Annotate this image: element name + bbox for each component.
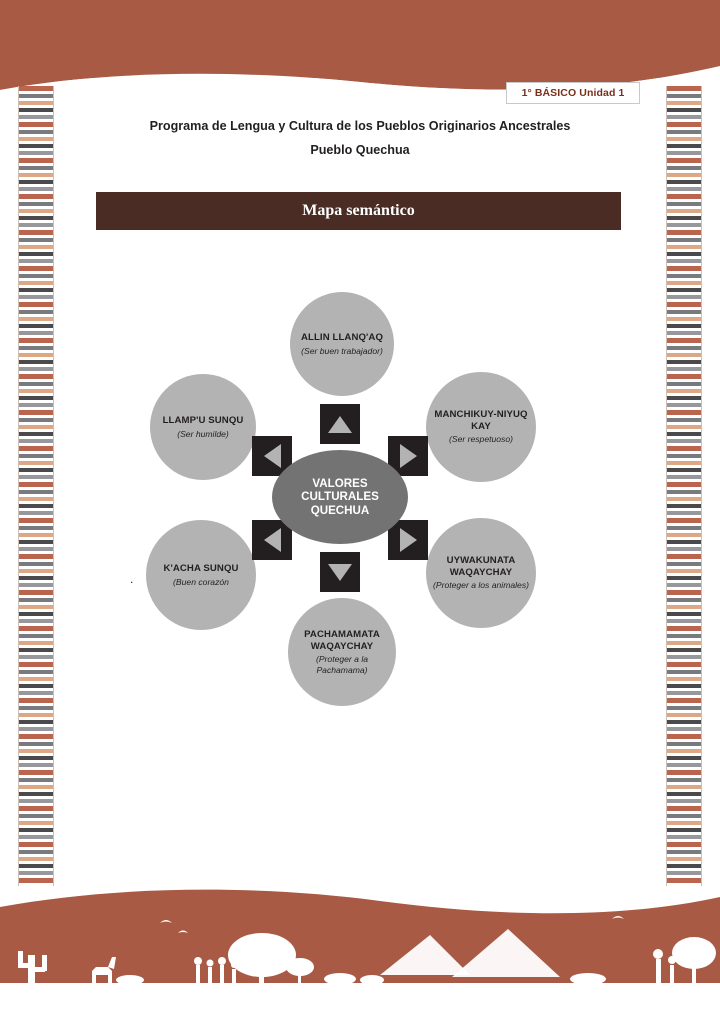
- page-header: [60, 114, 660, 162]
- node-subtitle: (Ser buen trabajador): [301, 345, 383, 356]
- node-title: K'ACHA SUNQU: [163, 563, 239, 574]
- program-title-line-2: Pueblo Quechua: [310, 143, 410, 157]
- node-title: MANCHIKUY-NIYUQ KAY: [434, 409, 528, 432]
- stray-mark: .: [130, 572, 134, 586]
- node-subtitle: (Buen corazón: [173, 576, 229, 587]
- triangle-right-icon: [400, 528, 417, 552]
- arrow-up-to-allin: [320, 404, 360, 444]
- unit-badge-label: 1° BÁSICO Unidad 1: [521, 87, 625, 99]
- node-title: PACHAMAMATA WAQAYCHAY: [304, 629, 380, 652]
- unit-badge: [506, 82, 640, 104]
- node-pachamamata-waqaychay: [288, 598, 396, 706]
- node-subtitle: (Ser respetuoso): [448, 434, 513, 445]
- triangle-right-icon: [400, 444, 417, 468]
- right-woven-border-outline: [666, 86, 702, 886]
- triangle-left-icon: [264, 444, 281, 468]
- section-title: Mapa semántico: [302, 202, 415, 219]
- program-title-line-1: Programa de Lengua y Cultura de los Pueblos Originarios Ancestrales: [149, 119, 571, 133]
- node-title: ALLIN LLANQ'AQ: [300, 332, 384, 343]
- node-subtitle: (Proteger a la Pachamama): [315, 654, 369, 675]
- node-title: LLAMP'U SUNQU: [162, 415, 244, 426]
- center-node: [272, 450, 408, 544]
- triangle-left-icon: [264, 528, 281, 552]
- left-woven-border-outline: [18, 86, 54, 886]
- bottom-white-strip: [0, 983, 720, 1019]
- semantic-map-diagram: [130, 278, 590, 728]
- section-title-bar: [96, 192, 621, 230]
- triangle-up-icon: [328, 416, 352, 433]
- node-allin-llanqaq: [290, 292, 394, 396]
- node-kacha-sunqu: [146, 520, 256, 630]
- center-node-label: VALORES CULTURALES QUECHUA: [301, 476, 379, 517]
- node-subtitle: (Proteger a los animales): [432, 580, 529, 591]
- node-llampu-sunqu: [150, 374, 256, 480]
- node-uywakunata-waqaychay: [426, 518, 536, 628]
- arrow-down-to-pachamamata: [320, 552, 360, 592]
- node-subtitle: (Ser humilde): [177, 428, 229, 439]
- triangle-down-icon: [328, 564, 352, 581]
- arrow-down-right-to-uywakunata: [388, 520, 428, 560]
- node-manchikuy-niyuq-kay: [426, 372, 536, 482]
- node-title: UYWAKUNATA WAQAYCHAY: [446, 555, 516, 578]
